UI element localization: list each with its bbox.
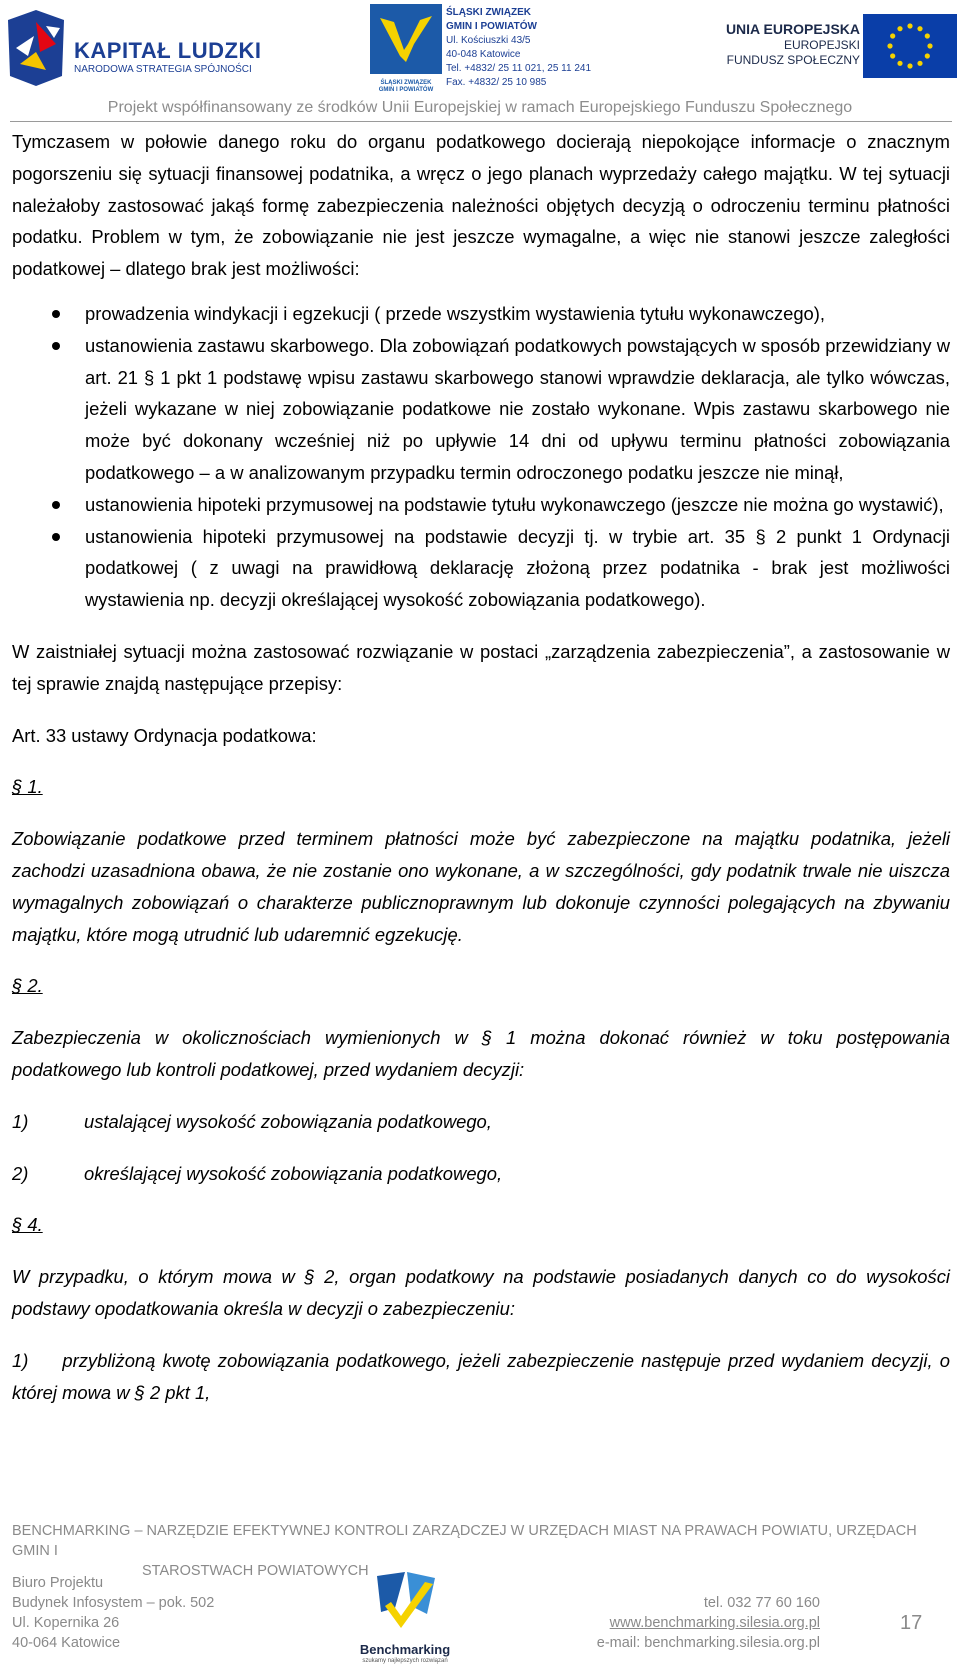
eu-star-icon: [927, 43, 932, 48]
list-item-text: ustanowienia hipoteki przymusowej na podstawie decyzji tj. w trybie art. 35 § 2 punkt 1 Ordynacji podatkowej ( z uwagi na prawidłową deklarację złożoną przez podatnika - brak jest możliwości wystawienia np. decyzji określającej wysokość zobowiązania podatkowego).: [85, 525, 950, 611]
bullet-icon: [52, 342, 60, 350]
address-line: Ul. Kopernika 26: [12, 1615, 120, 1631]
bullet-icon: [52, 501, 60, 509]
list-item: [12, 489, 950, 521]
eu-star-icon: [907, 23, 912, 28]
slaski-zwiazek-details: [446, 6, 591, 90]
address-line: 40-064 Katowice: [12, 1635, 121, 1651]
kapital-ludzki-subtitle: NARODOWA STRATEGIA SPÓJNOŚCI: [74, 64, 252, 75]
footer-title-line-2: STAROSTWACH POWIATOWYCH: [142, 1563, 369, 1579]
eu-line-3: FUNDUSZ SPOŁECZNY: [726, 53, 860, 67]
section-2-item-1: [12, 1106, 950, 1138]
section-2-item-2: [12, 1158, 950, 1190]
project-funding-line: Projekt współfinansowany ze środków Unii Europejskiej w ramach Europejskiego Funduszu Społecznego: [107, 99, 853, 116]
page-number: 17: [900, 1612, 923, 1634]
eu-logo: [712, 14, 957, 80]
list-item: [12, 298, 950, 330]
eu-flag-icon: [863, 14, 957, 78]
eu-star-icon: [897, 61, 902, 66]
bullet-list: [12, 298, 950, 616]
kapital-ludzki-logo: [6, 8, 262, 88]
eu-star-icon: [890, 53, 895, 58]
svg-text:ŚLĄSKI ZWIĄZEK: ŚLĄSKI ZWIĄZEK: [380, 80, 432, 86]
eu-star-icon: [925, 33, 930, 38]
intro-paragraph: Tymczasem w połowie danego roku do organu podatkowego docierają niepokojące informacje o znacznym pogorszeniu się sytuacji finansowej podatnika, a wręcz o jego planach wyprzedaży całego majątku. W tej sytuacji należałoby zastosować jakąś formę zabezpieczenia należności objętych decyzją o odroczeniu terminu płatności podatku. Problem w tym, że zobowiązanie nie jest jeszcze wymagalne, a więc nie stanowi jeszcze zaległości podatkowej – dlatego brak jest możliwości:: [12, 131, 950, 280]
bullet-icon: [52, 310, 60, 318]
item-number: 2): [12, 1162, 29, 1184]
list-item-text: ustanowienia zastawu skarbowego. Dla zobowiązań podatkowych powstających w sposób przewidziany w art. 21 § 1 pkt 1 podstawę wpisu zastawu skarbowego stanowi wprawdzie deklaracja, ale tylko wówczas, jeżeli wykazane w niej zobowiązanie podatkowe nie zostało wykonane. Wpis zastawu skarbowego nie może być dokonany wcześniej niż po upływie 14 dni od upływu terminu płatności zobowiązania podatkowego – a w analizowanym przypadku termin odroczonego podatku jeszcze nie minął,: [85, 334, 950, 483]
item-text: ustalającej wysokość zobowiązania podatkowego,: [84, 1110, 492, 1132]
bullet-icon: [52, 533, 60, 541]
slaski-zwiazek-logo: [370, 4, 610, 92]
eu-star-icon: [890, 33, 895, 38]
item-number: 1): [12, 1110, 29, 1132]
section-2-heading: [12, 970, 950, 1002]
footer-title-line-1: BENCHMARKING – NARZĘDZIE EFEKTYWNEJ KONTROLI ZARZĄDCZEJ W URZĘDACH MIAST NA PRAWACH POWIATU, URZĘDACH GMIN I: [12, 1523, 917, 1559]
eu-text: [726, 20, 860, 68]
zwiazek-name-1: ŚLĄSKI ZWIĄZEK: [446, 7, 531, 18]
footer-contact: [597, 1593, 820, 1653]
eu-star-icon: [917, 61, 922, 66]
svg-text:GMIN I POWIATÓW: GMIN I POWIATÓW: [378, 87, 434, 92]
section-1-text: Zobowiązanie podatkowe przed terminem płatności może być zabezpieczone na majątku podatnika, jeżeli zachodzi uzasadniona obawa, że nie zostanie ono wykonane, a w szczególności, gdy podatnik trwale nie uiszcza wymagalnych zobowiązań o charakterze publicznoprawnym lub dokonuje czynności polegających na zbywaniu majątku, które mogą utrudnić lub udaremnić egzekucję.: [12, 828, 950, 945]
item-number: 1): [12, 1349, 29, 1371]
contact-tel: tel. 032 77 60 160: [703, 1595, 820, 1611]
benchmarking-logo-tagline: szukamy najlepszych rozwiązań: [362, 1658, 448, 1664]
list-item-text: ustanowienia hipoteki przymusowej na podstawie tytułu wykonawczego (jeszcze nie można go wystawić),: [85, 493, 944, 515]
section-2-label: § 2.: [12, 975, 43, 997]
page-header: [0, 0, 960, 125]
zwiazek-fax: Fax. +4832/ 25 10 985: [446, 77, 547, 88]
zwiazek-name-2: GMIN I POWIATÓW: [446, 21, 537, 32]
kapital-ludzki-title: KAPITAŁ LUDZKI: [74, 38, 262, 63]
eu-star-icon: [887, 43, 892, 48]
section-4-text: W przypadku, o którym mowa w § 2, organ podatkowy na podstawie posiadanych danych co do wysokości podstawy opodatkowania określa w decyzji o zabezpieczeniu:: [12, 1266, 950, 1319]
slaski-zwiazek-emblem-icon: [370, 4, 442, 92]
kapital-ludzki-emblem-icon: [6, 8, 66, 88]
section-2-text: Zabezpieczenia w okolicznościach wymienionych w § 1 można dokonać również w toku postępowania podatkowego lub kontroli podatkowej, przed wydaniem decyzji:: [12, 1027, 950, 1080]
address-line: Budynek Infosystem – pok. 502: [12, 1595, 215, 1611]
benchmarking-logo-name: Benchmarking: [359, 1642, 451, 1657]
section-1-heading: [12, 771, 950, 803]
header-divider: [10, 121, 952, 122]
eu-line-1: UNIA EUROPEJSKA: [725, 21, 860, 37]
section-4-heading: [12, 1209, 950, 1241]
eu-line-2: EUROPEJSKI: [783, 38, 860, 52]
contact-email: e-mail: benchmarking.silesia.org.pl: [596, 1635, 820, 1651]
footer-address: [12, 1573, 214, 1653]
section-4-item-1: [12, 1345, 950, 1409]
item-text: określającej wysokość zobowiązania podatkowego,: [84, 1162, 503, 1184]
footer-project-title: [12, 1521, 942, 1581]
eu-star-icon: [897, 26, 902, 31]
section-4-label: § 4.: [12, 1214, 43, 1236]
solution-paragraph: W zaistniałej sytuacji można zastosować rozwiązanie w postaci „zarządzenia zabezpieczenia”, a zastosowanie w tej sprawie znajdą następujące przepisy:: [12, 640, 950, 694]
article-heading: Art. 33 ustawy Ordynacja podatkowa:: [12, 724, 317, 746]
document-body: [12, 126, 950, 1408]
list-item: [12, 521, 950, 616]
zwiazek-street: Ul. Kościuszki 43/5: [446, 35, 531, 46]
zwiazek-tel: Tel. +4832/ 25 11 021, 25 11 241: [446, 63, 592, 74]
address-line: Biuro Projektu: [12, 1575, 104, 1591]
item-text: przybliżoną kwotę zobowiązania podatkowego, jeżeli zabezpieczenie następuje przed wydaniem decyzji, o której mowa w § 2 pkt 1,: [12, 1349, 950, 1403]
section-1-label: § 1.: [12, 776, 43, 798]
list-item: [12, 330, 950, 489]
list-item-text: prowadzenia windykacji i egzekucji ( przede wszystkim wystawienia tytułu wykonawczego),: [85, 302, 826, 324]
eu-star-icon: [907, 63, 912, 68]
zwiazek-city: 40-048 Katowice: [446, 49, 521, 60]
eu-star-icon: [925, 53, 930, 58]
eu-star-icon: [917, 26, 922, 31]
contact-website-link[interactable]: www.benchmarking.silesia.org.pl: [609, 1615, 820, 1631]
